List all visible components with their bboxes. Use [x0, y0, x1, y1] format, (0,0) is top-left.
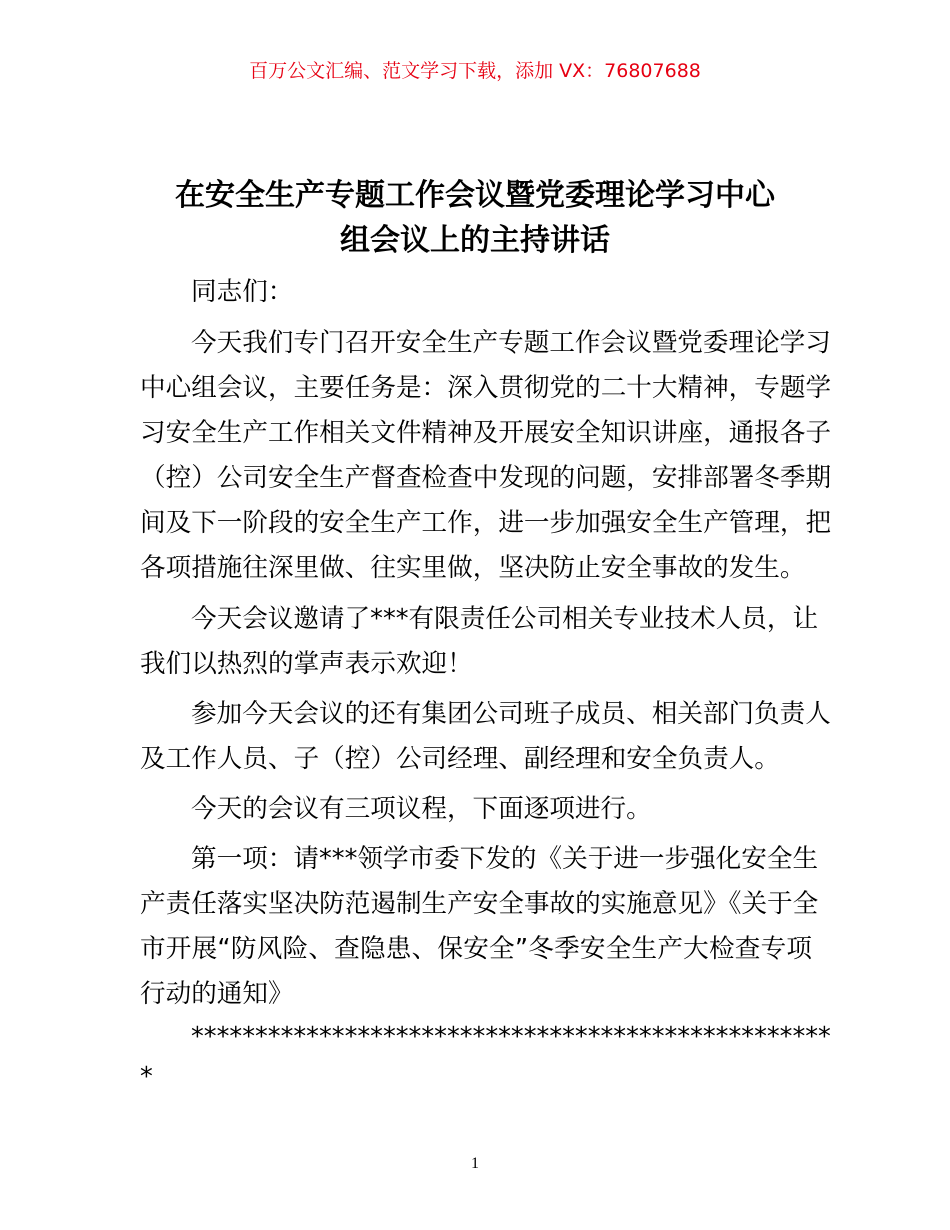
paragraph-line: （控）公司安全生产督查检查中发现的问题，安排部署冬季期: [140, 463, 832, 493]
paragraph-line: 中心组会议，主要任务是：深入贯彻党的二十大精神，专题学: [140, 373, 832, 403]
paragraph-line: 市开展“防风险、查隐患、保安全”冬季安全生产大检查专项: [140, 934, 812, 964]
document-title-line-1: 在安全生产专题工作会议暨党委理论学习中心: [175, 178, 775, 213]
paragraph-line: 我们以热烈的掌声表示欢迎！: [140, 649, 473, 679]
paragraph-line: 各项措施往深里做、往实里做，坚决防止安全事故的发生。: [140, 553, 806, 583]
watermark-header: 百万公文汇编、范文学习下载，添加 VX：76807688: [249, 60, 701, 82]
paragraph-line: *: [140, 1062, 153, 1092]
paragraph-line: 今天的会议有三项议程，下面逐项进行。: [191, 794, 652, 824]
paragraph-line: 间及下一阶段的安全生产工作，进一步加强安全生产管理，把: [140, 508, 832, 538]
document-title-line-2: 组会议上的主持讲话: [340, 223, 610, 258]
paragraph-line: 产责任落实坚决防范遏制生产安全事故的实施意见》《关于全: [140, 889, 819, 919]
paragraph-line: 及工作人员、子（控）公司经理、副经理和安全负责人。: [140, 744, 780, 774]
paragraph-line: 今天我们专门召开安全生产专题工作会议暨党委理论学习: [191, 328, 831, 358]
paragraph-line: 今天会议邀请了***有限责任公司相关专业技术人员，让: [191, 604, 819, 634]
paragraph-line: 习安全生产工作相关文件精神及开展安全知识讲座，通报各子: [140, 418, 832, 448]
paragraph-line: 同志们：: [191, 277, 294, 307]
paragraph-line: 参加今天会议的还有集团公司班子成员、相关部门负责人: [191, 699, 831, 729]
paragraph-line: 第一项：请***领学市委下发的《关于进一步强化安全生: [191, 844, 819, 874]
paragraph-line: 行动的通知》: [140, 979, 294, 1009]
paragraph-line: **************************************************: [191, 1022, 831, 1052]
page-number: 1: [471, 1155, 479, 1172]
